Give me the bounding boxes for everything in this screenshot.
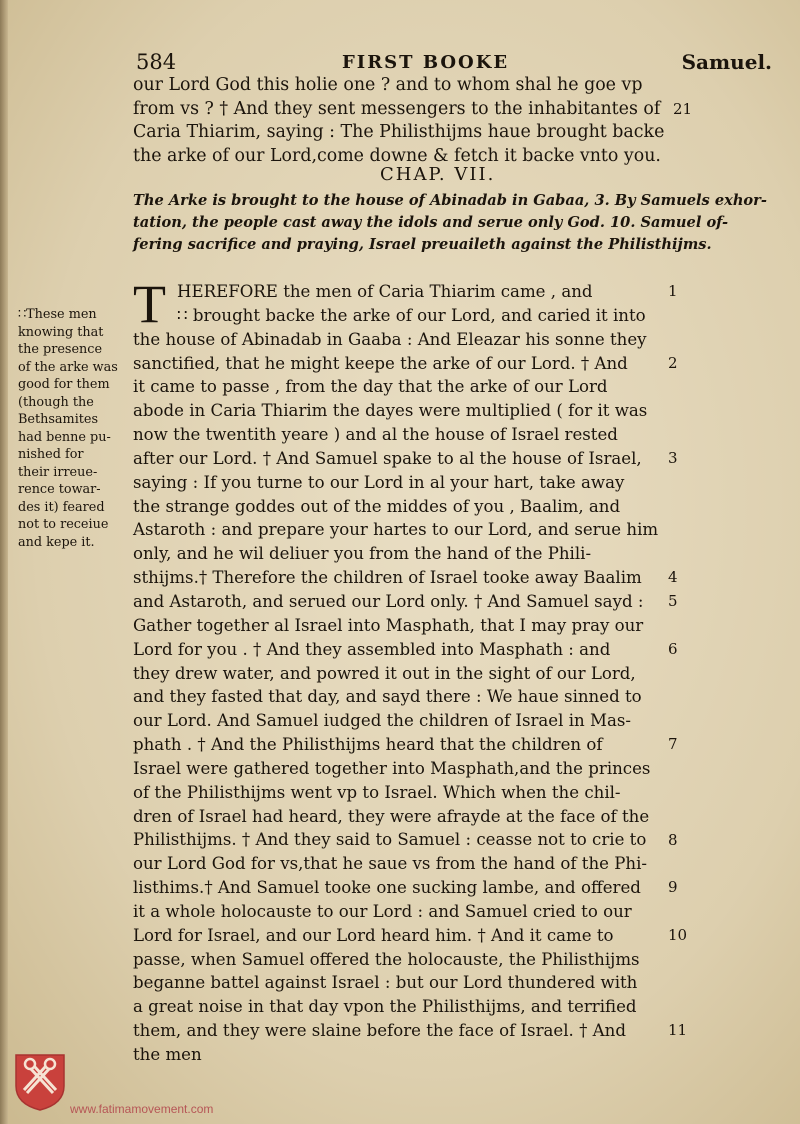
text-line: dren of Israel had heard, they were afrayde at the face of the bbox=[133, 806, 650, 826]
text-line: Lord for Israel, and our Lord heard him. † And it came to bbox=[133, 925, 614, 945]
text-line: of the Philisthijms went vp to Israel. Which when the chil- bbox=[133, 782, 621, 802]
text-line: the house of Abinadab in Gaaba : And Eleazar his sonne they bbox=[133, 329, 647, 349]
summary-line: tation, the people cast away the idols and serue only God. 10. Samuel of- bbox=[133, 214, 729, 231]
text-line: sthijms.† Therefore the children of Israel tooke away Baalim bbox=[133, 568, 642, 588]
text-line: and they fasted that day, and sayd there : We haue sinned to bbox=[133, 687, 642, 707]
text-line: Lord for you . † And they assembled into Masphath : and bbox=[133, 639, 611, 659]
continuation-text bbox=[133, 74, 693, 168]
text-line: the arke of our Lord,come downe & fetch it backe vnto you. bbox=[133, 145, 661, 166]
text-line: listhims.† And Samuel tooke one sucking lambe, and offered bbox=[133, 878, 641, 898]
margin-note-line: not to receiue bbox=[18, 517, 109, 532]
verse-number: 11 bbox=[668, 1021, 688, 1040]
text-line: beganne battel against Israel : but our Lord thundered with bbox=[133, 973, 638, 993]
verse-number: 8 bbox=[668, 830, 678, 849]
verse-number: 7 bbox=[668, 735, 678, 754]
verse-number: 10 bbox=[668, 925, 688, 944]
margin-note-line: knowing that bbox=[18, 324, 104, 340]
chapter-heading: CHAP. VII. bbox=[380, 164, 496, 185]
text-line: HEREFORE the men of Caria Thiarim came , and bbox=[177, 282, 593, 301]
margin-note-line: des it) feared bbox=[18, 499, 105, 515]
text-line: sanctified, that he might keepe the arke of our Lord. † And bbox=[133, 353, 628, 373]
text-line: they drew water, and powred it out in the sight of our Lord, bbox=[133, 663, 636, 683]
text-line: after our Lord. † And Samuel spake to al the house of Israel, bbox=[133, 448, 642, 468]
text-line: Astaroth : and prepare your hartes to our Lord, and serue him bbox=[133, 520, 659, 540]
text-line: it came to passe , from the day that the arke of our Lord bbox=[133, 377, 608, 397]
margin-note-line: the presence bbox=[18, 342, 103, 357]
verse-number: 9 bbox=[668, 878, 678, 897]
chapter-summary bbox=[133, 190, 767, 256]
summary-line: fering sacrifice and praying, Israel preuaileth against the Philisthijms. bbox=[133, 236, 712, 253]
drop-cap: T bbox=[133, 274, 166, 334]
margin-note-line: nished for bbox=[18, 447, 84, 462]
text-line: our Lord. And Samuel iudged the children of Israel in Mas- bbox=[133, 711, 631, 731]
margin-note-line: good for them bbox=[18, 377, 110, 392]
page-gutter bbox=[0, 0, 8, 1124]
text-line: a great noise in that day vpon the Philisthijms, and terrified bbox=[133, 997, 637, 1017]
chapter-body bbox=[133, 274, 678, 1067]
text-line: the strange goddes out of the middes of you , Baalim, and bbox=[133, 496, 621, 516]
text-line: saying : If you turne to our Lord in al your hart, take away bbox=[133, 472, 625, 492]
text-line: from vs ? † And they sent messengers to the inhabitantes of bbox=[133, 98, 661, 119]
text-line: Gather together al Israel into Masphath, that I may pray our bbox=[133, 615, 644, 635]
running-title: FIRST BOOKE bbox=[342, 52, 510, 73]
margin-note-line: Bethsamites bbox=[18, 412, 99, 427]
text-line: Philisthijms. † And they said to Samuel : ceasse not to crie to bbox=[133, 830, 647, 850]
margin-note-line: of the arke was bbox=[18, 359, 118, 375]
verse-number: 5 bbox=[668, 592, 678, 611]
text-line: them, and they were slaine before the face of Israel. † And bbox=[133, 1021, 626, 1041]
margin-note-line: (though the bbox=[18, 394, 94, 410]
papal-seal-icon bbox=[13, 1052, 67, 1112]
verse-number: 21 bbox=[673, 100, 693, 118]
margin-annotation bbox=[18, 306, 130, 551]
margin-note-line: their irreue- bbox=[18, 464, 98, 480]
summary-line: The Arke is brought to the house of Abinadab in Gabaa, 3. By Samuels exhor- bbox=[133, 192, 767, 209]
text-line: passe, when Samuel offered the holocauste, the Philisthijms bbox=[133, 949, 640, 969]
verse-number: 6 bbox=[668, 639, 678, 658]
text-line: now the twentith yeare ) and al the house of Israel rested bbox=[133, 425, 618, 445]
text-line: our Lord God for vs,that he saue vs from the hand of the Phi- bbox=[133, 854, 648, 874]
margin-note-line: ∷These men bbox=[18, 307, 97, 322]
text-line: only, and he wil deliuer you from the hand of the Phili- bbox=[133, 544, 592, 564]
page-number: 584 bbox=[136, 50, 177, 74]
margin-note-line: rence towar- bbox=[18, 482, 101, 497]
verse-number: 3 bbox=[668, 448, 678, 467]
text-line: it a whole holocauste to our Lord : and Samuel cried to our bbox=[133, 901, 632, 921]
text-line: abode in Caria Thiarim the dayes were multiplied ( for it was bbox=[133, 401, 648, 421]
margin-note-line: and kepe it. bbox=[18, 534, 95, 550]
margin-note-line: had benne pu- bbox=[18, 429, 111, 445]
verse-number: 4 bbox=[668, 568, 678, 587]
text-line: our Lord God this holie one ? and to whom shal he goe vp bbox=[133, 75, 643, 95]
text-line: and Astaroth, and serued our Lord only. † And Samuel sayd : bbox=[133, 591, 644, 611]
text-line: Israel were gathered together into Masphath,and the princes bbox=[133, 758, 651, 778]
text-line: Caria Thiarim, saying : The Philisthijms haue brought backe bbox=[133, 122, 665, 142]
text-line: the men bbox=[133, 1045, 202, 1064]
verse-number: 1 bbox=[668, 282, 678, 300]
text-line: phath . † And the Philisthijms heard that the children of bbox=[133, 735, 603, 755]
text-line: ∷ brought backe the arke of our Lord, and caried it into bbox=[177, 305, 646, 325]
watermark: www.fatimamovement.com bbox=[70, 1102, 214, 1116]
book-title: Samuel. bbox=[681, 50, 772, 74]
verse-number: 2 bbox=[668, 353, 678, 372]
